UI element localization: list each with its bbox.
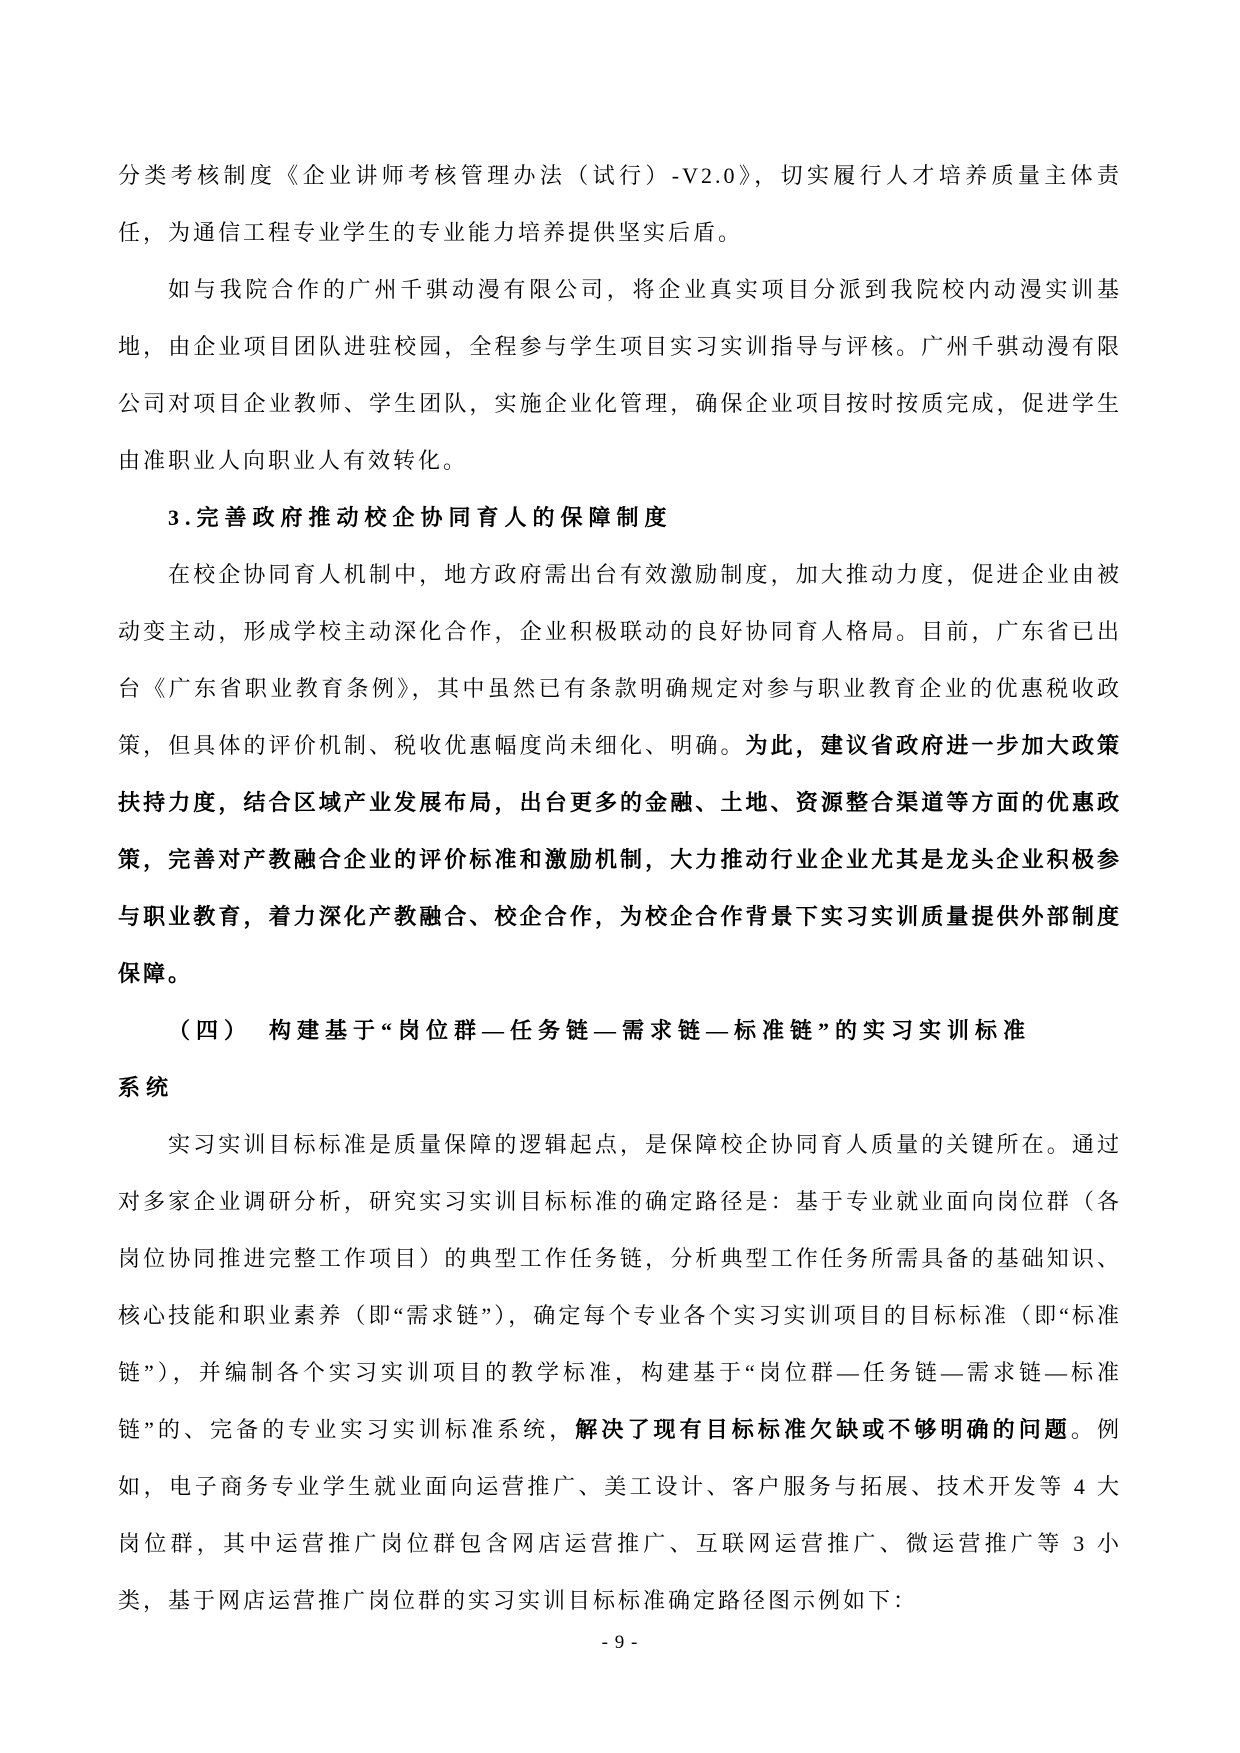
heading-text: 3.完善政府推动校企协同育人的保障制度 <box>168 505 673 530</box>
heading-level2-standard-system <box>118 1002 1122 1116</box>
paragraph-standard-path <box>118 1116 1122 1629</box>
paragraph-enterprise-example <box>118 261 1122 489</box>
heading-level3-government-guarantee <box>118 489 1122 546</box>
paragraph-text: 在校企协同育人机制中，地方政府需出台有效激励制度，加大推动力度，促进企业由被动变主动，形成学校主动深化合作，企业积极联动的良好协同育人格局。目前，广东省已出台《广东省职业教育条例》，其中虽然已有条款明确规定对参与职业教育企业的优惠税收政策，但具体的评价机制、税收优惠幅度尚未细化、明确。 <box>118 562 1122 758</box>
paragraph-text: 。例如，电子商务专业学生就业面向运营推广、美工设计、客户服务与拓展、技术开发等 4 大岗位群，其中运营推广岗位群包含网店运营推广、互联网运营推广、微运营推广等 3 小类，基于网店运营推广岗位群的实习实训目标标准确定路径图示例如下： <box>118 1417 1122 1613</box>
paragraph-text-bold: 为此，建议省政府进一步加大政策扶持力度，结合区域产业发展布局，出台更多的金融、土地、资源整合渠道等方面的优惠政策，完善对产教融合企业的评价标准和激励机制，大力推动行业企业尤其是龙头企业积极参与职业教育，着力深化产教融合、校企合作，为校企合作背景下实习实训质量提供外部制度保障。 <box>118 733 1122 986</box>
paragraph-text: 分类考核制度《企业讲师考核管理办法（试行）-V2.0》，切实履行人才培养质量主体责任，为通信工程专业学生的专业能力培养提供坚实后盾。 <box>118 163 1122 245</box>
paragraph-text-bold: 解决了现有目标标准欠缺或不够明确的问题 <box>575 1417 1071 1442</box>
paragraph-text: 如与我院合作的广州千骐动漫有限公司，将企业真实项目分派到我院校内动漫实训基地，由企业项目团队进驻校园，全程参与学生项目实习实训指导与评核。广州千骐动漫有限公司对项目企业教师、学生团队，实施企业化管理，确保企业项目按时按质完成，促进学生由准职业人向职业人有效转化。 <box>118 277 1122 473</box>
heading-text-line1: （四） 构建基于“岗位群—任务链—需求链—标准链”的实习实训标准 <box>168 1018 1032 1043</box>
page-number: - 9 - <box>601 1632 639 1653</box>
paragraph-government-mechanism <box>118 546 1122 1002</box>
paragraph-text: 实习实训目标标准是质量保障的逻辑起点，是保障校企协同育人质量的关键所在。通过对多家企业调研分析，研究实习实训目标标准的确定路径是：基于专业就业面向岗位群（各岗位协同推进完整工作项目）的典型工作任务链，分析典型工作任务所需具备的基础知识、核心技能和职业素养（即“需求链”），确定每个专业各个实习实训项目的目标标准（即“标准链”），并编制各个实习实训项目的教学标准，构建基于“岗位群—任务链—需求链—标准链”的、完备的专业实习实训标准系统， <box>118 1132 1122 1442</box>
heading-text-line2: 系统 <box>118 1075 175 1100</box>
paragraph-continuation <box>118 147 1122 261</box>
